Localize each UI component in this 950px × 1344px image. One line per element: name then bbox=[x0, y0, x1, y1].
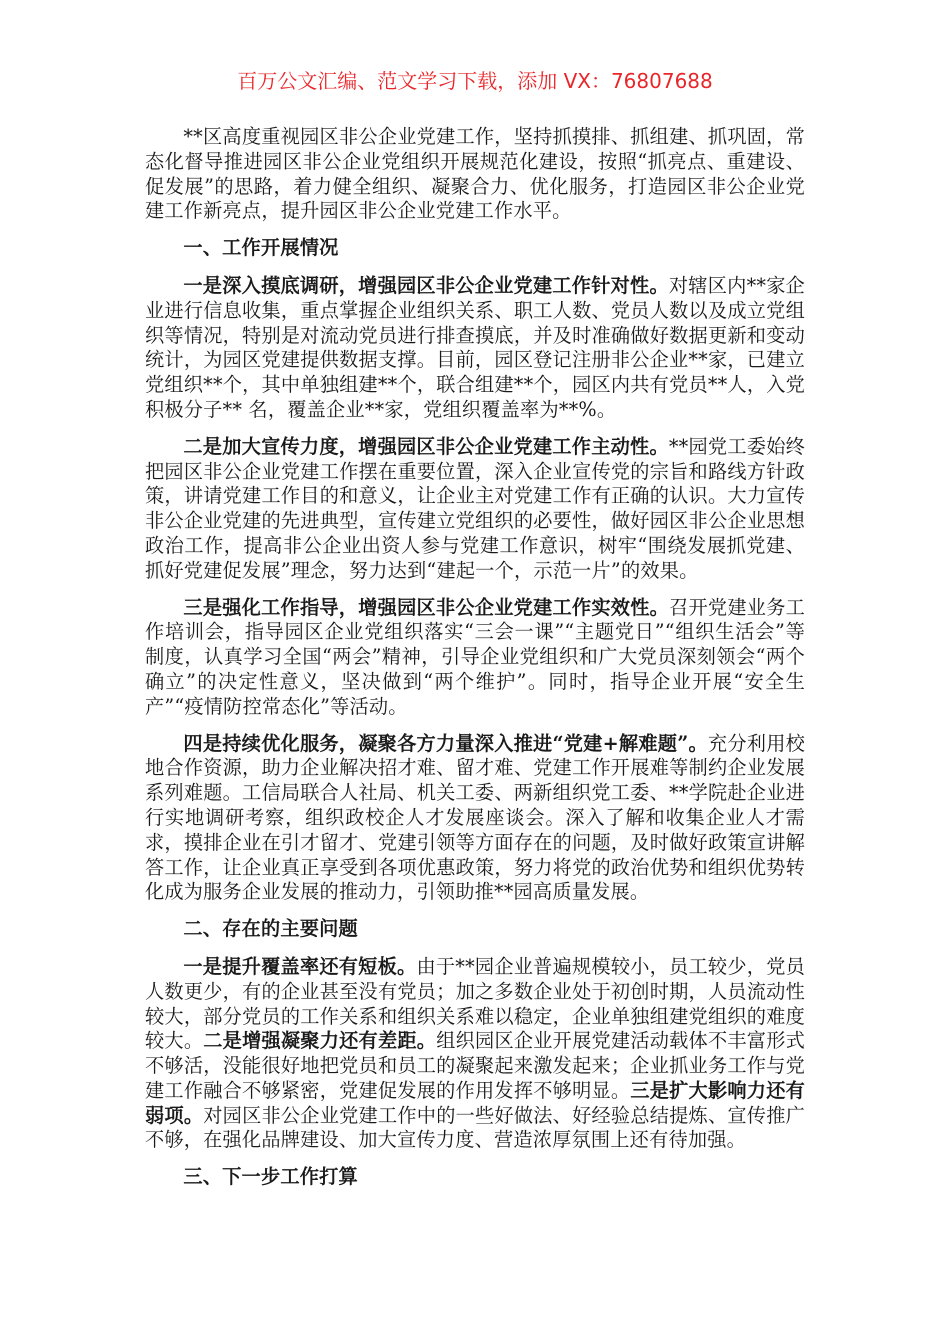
work-item-2 bbox=[145, 435, 805, 584]
work-item-4 bbox=[145, 732, 805, 906]
item-text: **园党工委始终把园区非公企业党建工作摆在重要位置，深入企业宣传党的宗旨和路线方针政策，讲请党建工作目的和意义，让企业主对党建工作有正确的认识。大力宣传非公企业党建的先进典型，宣传建立党组织的必要性，做好园区非公企业思想政治工作，提高非公企业出资人参与党建工作意识，树牢“围绕发展抓党建、抓好党建促发展”理念，努力达到“建起一个，示范一片”的效果。 bbox=[145, 434, 805, 582]
problem-text: 对园区非公企业党建工作中的一些好做法、好经验总结提炼、宣传推广不够，在强化品牌建设、加大宣传力度、营造浓厚氛围上还有待加强。 bbox=[145, 1103, 805, 1152]
intro-paragraph: **区高度重视园区非公企业党建工作，坚持抓摸排、抓组建、抓巩固，常态化督导推进园区非公企业党组织开展规范化建设，按照“抓亮点、重建设、促发展”的思路，着力健全组织、凝聚合力、优化服务，打造园区非公企业党建工作新亮点，提升园区非公企业党建工作水平。 bbox=[145, 125, 805, 223]
item-text: 召开党建业务工作培训会，指导园区企业党组织落实“三会一课”“主题党日”“组织生活会”等制度，认真学习全国“两会”精神，引导企业党组织和广大党员深刻领会“两个确立”的决定性意义，坚决做到“两个维护”。同时，指导企业开展“安全生产”“疫情防控常态化”等活动。 bbox=[145, 595, 806, 718]
work-item-1 bbox=[145, 274, 805, 423]
download-banner: 百万公文汇编、范文学习下载，添加 VX：76807688 bbox=[237, 69, 713, 93]
problem-title: 二是增强凝聚力还有差距。 bbox=[203, 1029, 437, 1053]
section-heading-3: 三、下一步工作打算 bbox=[183, 1165, 358, 1189]
section-heading-1: 一、工作开展情况 bbox=[183, 236, 339, 260]
problem-title: 三是扩大影响力还有弱项。 bbox=[145, 1078, 805, 1127]
document-body bbox=[145, 125, 805, 1203]
item-title: 三是强化工作指导，增强园区非公企业党建工作实效性。 bbox=[183, 595, 670, 619]
item-text: 对辖区内**家企业进行信息收集，重点掌握企业组织关系、职工人数、党员人数以及成立党组织等情况，特别是对流动党员进行排查摸底，并及时准确做好数据更新和变动统计，为园区党建提供数据支撑。目前，园区登记注册非公企业**家，已建立党组织**个，其中单独组建**个，联合组建**个，园区内共有党员**人，入党积极分子** 名，覆盖企业**家，党组织覆盖率为**%。 bbox=[145, 273, 805, 421]
problem-title: 一是提升覆盖率还有短板。 bbox=[183, 954, 417, 978]
section-heading-2: 二、存在的主要问题 bbox=[183, 917, 358, 941]
problems-paragraph bbox=[145, 955, 805, 1153]
work-item-3 bbox=[145, 596, 805, 720]
item-text: 充分利用校地合作资源，助力企业解决招才难、留才难、党建工作开展难等制约企业发展系列难题。工信局联合人社局、机关工委、两新组织党工委、**学院赴企业进行实地调研考察，组织政校企人才发展座谈会。深入了解和收集企业人才需求，摸排企业在引才留才、党建引领等方面存在的问题，及时做好政策宣讲解答工作，让企业真正享受到各项优惠政策，努力将党的政治优势和组织优势转化成为服务企业发展的推动力，引领助推**园高质量发展。 bbox=[145, 731, 806, 904]
item-title: 一是深入摸底调研，增强园区非公企业党建工作针对性。 bbox=[183, 273, 669, 297]
problem-text: 由于**园企业普遍规模较小，员工较少，党员人数更少，有的企业甚至没有党员；加之多数企业处于初创时期，人员流动性较大，部分党员的工作关系和组织关系难以稳定，企业单独组建党组织的难度较大。 bbox=[145, 954, 805, 1053]
item-title: 四是持续优化服务，凝聚各方力量深入推进“党建+解难题”。 bbox=[183, 731, 708, 755]
problem-text: 组织园区企业开展党建活动载体不丰富形式不够活，没能很好地把党员和员工的凝聚起来激发起来；企业抓业务工作与党建工作融合不够紧密，党建促发展的作用发挥不够明显。 bbox=[145, 1029, 805, 1102]
item-title: 二是加大宣传力度，增强园区非公企业党建工作主动性。 bbox=[183, 434, 669, 458]
